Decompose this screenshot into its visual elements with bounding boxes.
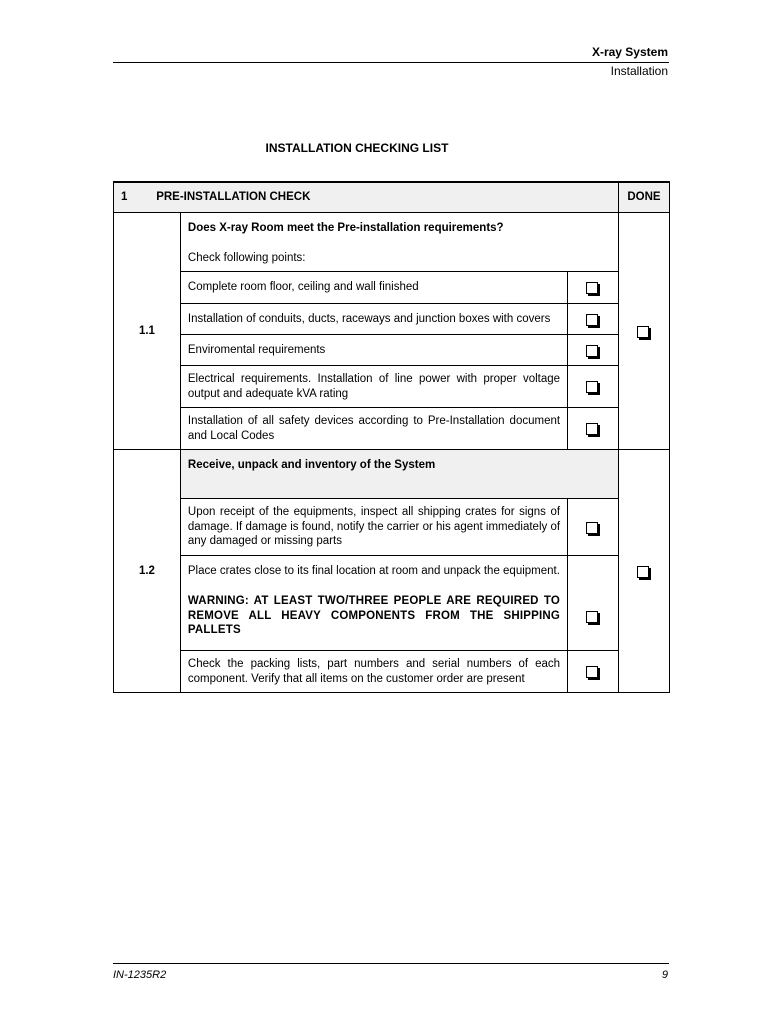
checkbox[interactable] bbox=[586, 522, 598, 534]
item-done-checkbox[interactable] bbox=[637, 326, 649, 338]
checkbox[interactable] bbox=[586, 314, 598, 326]
checkbox[interactable] bbox=[586, 381, 598, 393]
check-cell bbox=[568, 556, 619, 651]
check-label: Installation of conduits, ducts, raceways and junction boxes with covers bbox=[180, 304, 567, 335]
check-label: Installation of all safety devices according to Pre-Installation document and Local Codes bbox=[180, 408, 567, 450]
check-row bbox=[114, 335, 670, 366]
header-rule bbox=[113, 62, 669, 63]
done-cell bbox=[618, 213, 669, 450]
done-cell bbox=[618, 450, 669, 693]
check-row bbox=[114, 499, 670, 556]
document-title: INSTALLATION CHECKING LIST bbox=[265, 141, 449, 155]
check-row bbox=[114, 556, 670, 595]
item-intro: Check following points: bbox=[187, 251, 306, 264]
section-header-cell bbox=[114, 182, 619, 213]
section-title: PRE-INSTALLATION CHECK bbox=[156, 191, 311, 204]
check-cell bbox=[568, 366, 619, 408]
check-label: Upon receipt of the equipments, inspect all shipping crates for signs of damage. If damage is found, notify the carrier or his agent immediately of any damaged or missing parts bbox=[180, 499, 567, 556]
header-title: X-ray System bbox=[591, 45, 668, 59]
check-row bbox=[114, 304, 670, 335]
checkbox[interactable] bbox=[586, 345, 598, 357]
item-1-2-question-row bbox=[114, 450, 670, 499]
item-number: 1.2 bbox=[114, 450, 181, 693]
footer-rule bbox=[113, 963, 669, 964]
check-cell bbox=[568, 499, 619, 556]
check-label: Complete room floor, ceiling and wall finished bbox=[180, 272, 567, 304]
item-number: 1.1 bbox=[114, 213, 181, 450]
footer-page-number: 9 bbox=[661, 969, 668, 981]
check-label: Electrical requirements. Installation of line power with proper voltage output and adequate kVA rating bbox=[180, 366, 567, 408]
check-row bbox=[114, 651, 670, 693]
check-label: Place crates close to its final location at room and unpack the equipment. bbox=[180, 556, 567, 595]
item-question: Receive, unpack and inventory of the System bbox=[187, 459, 436, 471]
section-number: 1 bbox=[121, 191, 128, 204]
check-cell bbox=[568, 304, 619, 335]
footer-doc-id: IN-1235R2 bbox=[113, 969, 167, 981]
header-subtitle: Installation bbox=[610, 64, 668, 78]
check-row bbox=[114, 366, 670, 408]
checkbox[interactable] bbox=[586, 282, 598, 294]
checkbox[interactable] bbox=[586, 666, 598, 678]
check-cell bbox=[568, 335, 619, 366]
question-cell bbox=[180, 450, 618, 499]
done-header: DONE bbox=[618, 182, 669, 213]
check-cell bbox=[568, 651, 619, 693]
check-cell bbox=[568, 408, 619, 450]
check-label: Check the packing lists, part numbers and serial numbers of each component. Verify that all items on the customer order are present bbox=[180, 651, 567, 693]
check-row bbox=[114, 272, 670, 304]
item-1-1-question-row bbox=[114, 213, 670, 272]
checklist-table bbox=[113, 181, 670, 693]
checkbox[interactable] bbox=[586, 423, 598, 435]
question-cell bbox=[180, 213, 618, 272]
check-cell bbox=[568, 272, 619, 304]
checkbox[interactable] bbox=[586, 611, 598, 623]
warning-text: WARNING: AT LEAST TWO/THREE PEOPLE ARE REQUIRED TO REMOVE ALL HEAVY COMPONENTS FROM THE SHIPPING PALLETS bbox=[180, 594, 567, 651]
item-done-checkbox[interactable] bbox=[637, 566, 649, 578]
check-label: Enviromental requirements bbox=[180, 335, 567, 366]
section-header-row bbox=[114, 182, 670, 213]
check-row bbox=[114, 408, 670, 450]
item-question: Does X-ray Room meet the Pre-installation requirements? bbox=[187, 222, 504, 234]
